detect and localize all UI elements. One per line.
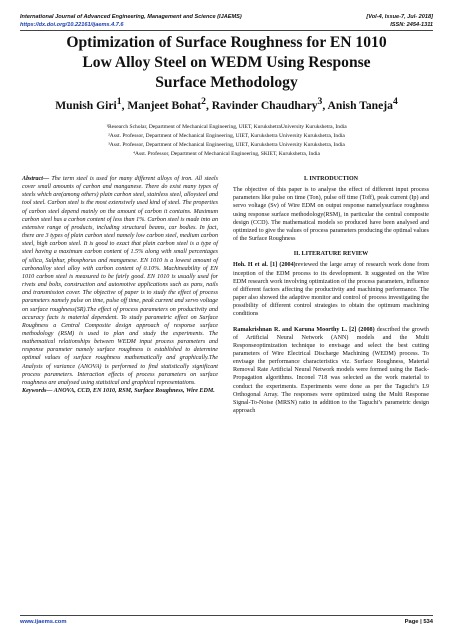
affiliation: ⁴Asst. Professor, Department of Mechanical Engineering, SKIET, Kurukshetra, India	[133, 151, 320, 157]
header-rule	[20, 30, 433, 31]
journal-volume: [Vol-4, Issue-7, Jul- 2018]	[366, 14, 433, 20]
author-affil-mark: 2	[201, 96, 206, 107]
affiliation: ³Asst. Professor, Department of Mechanical Engineering, UIET, Kurukshetra University Kurukshetra, India	[108, 142, 345, 148]
website-link[interactable]: www.ijaems.com	[20, 619, 67, 625]
issn: ISSN: 2454-1311	[390, 22, 433, 28]
citation: Ramakrishnan R. and Karuna Moorthy L. [2] (2008)	[233, 326, 375, 333]
title-line: Low Alloy Steel on WEDM Using Response	[82, 54, 371, 71]
journal-name: International Journal of Advanced Engineering, Management and Science (IJAEMS)	[20, 14, 242, 20]
review-paragraph	[233, 261, 429, 318]
abstract-text: The term steel is used for many different alloys of iron. All steels cover small amounts of carbon and manganese. There do exist many types of steels which are(among others) plain carbon steel, stainless steel, alloysteel and tool steel. Carbon steel is the most extensively used kind of steel. The properties of carbon steel depend mainly on the amount of carbon it contains. Maximum carbon steel has a carbon content of less than 1%. Carbon steel is made into an extensive range of products, including structural beams, car bodies. In fact, there are 3 types of plain carbon steel namely low carbon steel, medium carbon steel, high carbon steel. It is good to exact that plain carbon steel is a type of steel having a maximum carbon content of 1.5% along with small percentages of silica, Sulphur, phosphorus and manganese. EN 1010 is a lowest amount of carbonalloy steel alloy with carbon content of 0.10%. Machineability of EN 1010 carbon steel is measured to be fairly good. EN 1010 is usually used for rivets and bolts, construction and automotive applications such as pans, nails and transmission cover. The objective of paper is to study the effect of process parameters namely pulse on time, pulse off time, peak current and servo voltage on surface roughness(SR).The effect of process parameters on productivity and accuracy facts is material dependent. To study parametric effect on Surface Roughness a Central Composite design approach of response surface methodology (RSM) is used to plan and study the experiments. The mathematical relationships between WEDM input process parameters and response parameter namely surface roughness is established to determine optimal values of surface roughness mathematically and graphically.The Analysis of variance (ANOVA) is performed to find statistically significant process parameters. Interaction effects of process parameters on surface roughness are analysed using statistical and graphical representations.	[22, 176, 218, 386]
author-affil-mark: 4	[392, 96, 398, 107]
footer-rule	[20, 615, 433, 616]
author-name: Manjeet Bohat	[127, 98, 202, 112]
page-footer	[20, 619, 433, 625]
author-name: Anish Taneja	[327, 98, 393, 112]
author-list: Munish Giri$^1$, Manjeet Bohat$^2$, Ravinder Chaudhary$^3$, Anish Taneja$^4$	[55, 96, 398, 112]
author-affil-mark: 1	[116, 96, 122, 107]
title-line: Optimization of Surface Roughness for EN 1010	[66, 34, 387, 51]
affiliation: ²Asst. Professor, Department of Mechanical Engineering, UIET, Kurukshetra University Kurukshetra, India	[108, 133, 345, 139]
review-paragraph	[233, 326, 429, 416]
keywords-text: ANOVA, CCD, EN 1010, RSM, Surface Roughness, Wire EDM.	[52, 388, 215, 395]
page-number: Page | 534	[404, 619, 433, 625]
author-name: Ravinder Chaudhary	[211, 98, 318, 112]
review-heading: II. LITERATURE REVIEW	[293, 251, 369, 258]
author-affil-mark: 3	[317, 96, 323, 107]
abstract-label: Abstract—	[22, 176, 50, 182]
body-column	[233, 175, 429, 415]
review-text: described the growth of Artificial Neural Network (ANN) models and the Multi Responseoptimization technique to envisage and select the best cutting parameters of Wire Electrical Discharge Machining (WEDM) process. To envisage the performance characteristics viz. Surface Roughness, Material Removal Rate Artificial Neural Network models were formed using the Back-Propagation algorithms. Inconel 718 was selected as the work material to conduct the experiments. Experiments were done as per the Taguchi’s L9 Orthogonal Array. The responses were optimized using the Multi Response Signal-To-Noise (MRSN) ratio in addition to the Taguchi’s parametric design approach	[233, 326, 429, 415]
abstract	[22, 175, 218, 387]
citation: Hoh. H et al. [1] (2004)	[233, 262, 296, 269]
keywords-label: Keywords—	[22, 388, 53, 395]
keywords	[22, 387, 218, 395]
doi-link[interactable]: https://dx.doi.org/10.22161/ijaems.4.7.6	[20, 22, 124, 28]
abstract-column	[22, 175, 218, 395]
review-text: reviewed the large array of research work done from inception of the EDM process to its development. It suggested on the Wire EDM research work involving optimization of the process parameters, influence of different factors affecting the productivity and machining performance. The paper also showed the adaptive monitor and control of process investigating the possibility of different control strategies to obtain the optimum machining conditions	[233, 262, 430, 318]
journal-subheader	[20, 22, 433, 28]
author-name: Munish Giri	[55, 98, 117, 112]
paper-title	[20, 33, 433, 93]
title-line: Surface Methodology	[155, 74, 298, 91]
affiliation: ¹Research Scholar, Department of Mechanical Engineering, UIET, KurukshetraUniversity Kurukshetra, India	[106, 124, 347, 130]
intro-heading: I. INTRODUCTION	[303, 176, 359, 182]
journal-header	[20, 14, 433, 20]
intro-text: The objective of this paper is to analyse the effect of different input process parameters like pulse on time (Ton), pulse off time (Toff), peak current (Ip) and servo voltage (Sv) of Wire EDM on output response namelysurface roughness using response surface methodology(RSM), in particular the central composite design (CCD). The mathematical models so produced have been analysed and optimized to give the values of process parameters producing the optimal values of the Surface Roughness	[233, 187, 429, 243]
